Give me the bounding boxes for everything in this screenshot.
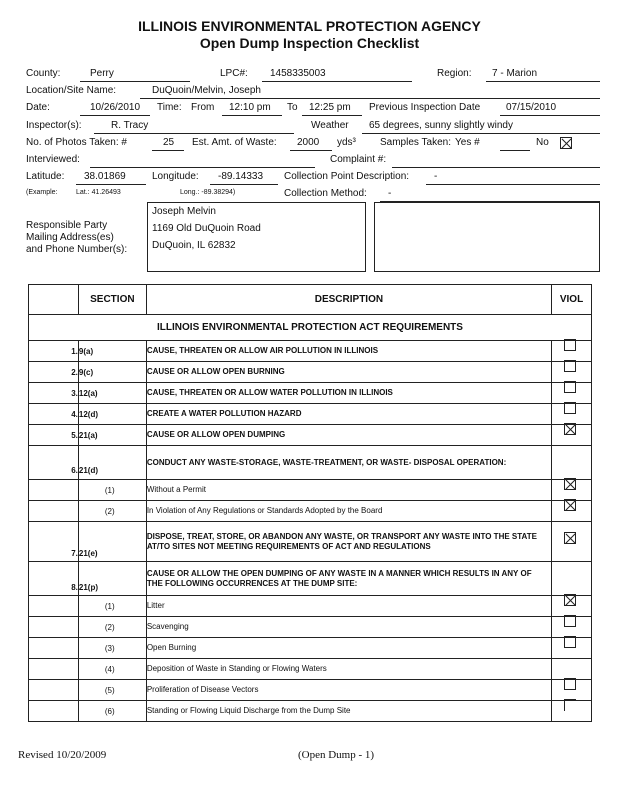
table-row bbox=[29, 659, 592, 680]
rp-address-box bbox=[147, 202, 366, 272]
row-num bbox=[29, 617, 79, 638]
collection-point-label: Collection Point Description: bbox=[284, 171, 410, 182]
weather-label: Weather bbox=[311, 120, 349, 131]
row-num bbox=[29, 596, 79, 617]
viol-checkbox-checked[interactable] bbox=[564, 499, 576, 511]
rp-label-1: Responsible Party bbox=[26, 220, 108, 231]
row-num bbox=[29, 659, 79, 680]
row-num bbox=[29, 701, 79, 722]
agency-title: ILLINOIS ENVIRONMENTAL PROTECTION AGENCY bbox=[138, 18, 481, 34]
row-description: Deposition of Waste in Standing or Flowing Waters bbox=[146, 659, 551, 680]
viol-checkbox[interactable] bbox=[564, 699, 576, 711]
waste-label: Est. Amt. of Waste: bbox=[192, 137, 277, 148]
samples-yes-label: Yes # bbox=[455, 137, 480, 148]
col-viol: VIOL bbox=[552, 285, 592, 315]
site-label: Location/Site Name: bbox=[26, 85, 117, 96]
row-num: 5. bbox=[29, 425, 79, 446]
table-row bbox=[29, 480, 592, 501]
row-section: (1) bbox=[78, 480, 146, 501]
inspector-value: R. Tracy bbox=[111, 120, 149, 131]
samples-no-checkbox[interactable] bbox=[560, 137, 572, 149]
collection-point-value: - bbox=[434, 171, 438, 182]
lpc-label: LPC#: bbox=[220, 68, 248, 79]
row-description: Standing or Flowing Liquid Discharge from the Dump Site bbox=[146, 701, 551, 722]
rp-label-3: and Phone Number(s): bbox=[26, 244, 128, 255]
row-section: 12(d) bbox=[78, 404, 146, 425]
row-section: 21(e) bbox=[78, 522, 146, 562]
viol-checkbox-checked[interactable] bbox=[564, 478, 576, 490]
site-value: DuQuoin/Melvin, Joseph bbox=[152, 85, 261, 96]
latitude-label: Latitude: bbox=[26, 171, 65, 182]
waste-value: 2000 bbox=[297, 137, 320, 148]
waste-unit: yds³ bbox=[337, 137, 356, 148]
row-num: 2. bbox=[29, 362, 79, 383]
row-section: 21(d) bbox=[78, 446, 146, 480]
row-description: In Violation of Any Regulations or Standards Adopted by the Board bbox=[146, 501, 551, 522]
time-to-value: 12:25 pm bbox=[309, 102, 351, 113]
row-section: (6) bbox=[78, 701, 146, 722]
row-num: 3. bbox=[29, 383, 79, 404]
latitude-value: 38.01869 bbox=[84, 171, 126, 182]
banner-row bbox=[29, 315, 592, 341]
photos-label: No. of Photos Taken: # bbox=[26, 137, 127, 148]
table-row bbox=[29, 362, 592, 383]
rp-street: 1169 Old DuQuoin Road bbox=[152, 223, 261, 234]
row-num: 6. bbox=[29, 446, 79, 480]
example-long: Long.: -89.38294) bbox=[180, 189, 236, 196]
collection-method-value: - bbox=[388, 188, 392, 199]
longitude-value: -89.14333 bbox=[218, 171, 264, 182]
row-section: 9(c) bbox=[78, 362, 146, 383]
row-num: 1. bbox=[29, 341, 79, 362]
row-section: (2) bbox=[78, 501, 146, 522]
rp-city: DuQuoin, IL 62832 bbox=[152, 240, 236, 251]
checklist-title: Open Dump Inspection Checklist bbox=[199, 35, 420, 51]
row-description: CAUSE, THREATEN OR ALLOW AIR POLLUTION IN ILLINOIS bbox=[146, 341, 551, 362]
row-num: 7. bbox=[29, 522, 79, 562]
date-value: 10/26/2010 bbox=[90, 102, 141, 113]
act-requirements-banner: ILLINOIS ENVIRONMENTAL PROTECTION ACT REQUIREMENTS bbox=[29, 315, 592, 341]
row-num: 4. bbox=[29, 404, 79, 425]
row-description: CAUSE OR ALLOW THE OPEN DUMPING OF ANY WASTE IN A MANNER WHICH RESULTS IN ANY OF THE FOLLOWING OCCURRENCES AT THE DUMP SITE: bbox=[146, 562, 551, 596]
table-row bbox=[29, 680, 592, 701]
viol-checkbox-checked[interactable] bbox=[564, 423, 576, 435]
viol-checkbox[interactable] bbox=[564, 360, 576, 372]
complaint-label: Complaint #: bbox=[330, 154, 387, 165]
viol-checkbox[interactable] bbox=[564, 636, 576, 648]
row-section: 21(a) bbox=[78, 425, 146, 446]
rp-second-box bbox=[374, 202, 600, 272]
row-num bbox=[29, 501, 79, 522]
collection-method-label: Collection Method: bbox=[284, 188, 367, 199]
table-row bbox=[29, 701, 592, 722]
samples-no-label: No bbox=[536, 137, 549, 148]
time-from-value: 12:10 pm bbox=[229, 102, 271, 113]
row-section: (3) bbox=[78, 638, 146, 659]
samples-label: Samples Taken: bbox=[380, 137, 451, 148]
table-row bbox=[29, 425, 592, 446]
row-description: CAUSE, THREATEN OR ALLOW WATER POLLUTION IN ILLINOIS bbox=[146, 383, 551, 404]
row-description: Scavenging bbox=[146, 617, 551, 638]
weather-value: 65 degrees, sunny slightly windy bbox=[369, 120, 513, 131]
longitude-label: Longitude: bbox=[152, 171, 199, 182]
row-section: (4) bbox=[78, 659, 146, 680]
table-row bbox=[29, 596, 592, 617]
example-lat: Lat.: 41.26493 bbox=[76, 189, 121, 196]
table-row bbox=[29, 341, 592, 362]
table-row bbox=[29, 562, 592, 596]
rp-name: Joseph Melvin bbox=[152, 206, 216, 217]
time-label: Time: bbox=[157, 102, 182, 113]
viol-checkbox-checked[interactable] bbox=[564, 532, 576, 544]
table-row bbox=[29, 638, 592, 659]
table-row bbox=[29, 446, 592, 480]
viol-checkbox[interactable] bbox=[564, 381, 576, 393]
page-number: (Open Dump - 1) bbox=[298, 749, 375, 761]
county-value: Perry bbox=[90, 68, 114, 79]
viol-checkbox[interactable] bbox=[564, 615, 576, 627]
table-row bbox=[29, 522, 592, 562]
col-section: SECTION bbox=[78, 285, 146, 315]
row-description: CAUSE OR ALLOW OPEN DUMPING bbox=[146, 425, 551, 446]
col-description: DESCRIPTION bbox=[146, 285, 551, 315]
viol-checkbox[interactable] bbox=[564, 402, 576, 414]
inspector-label: Inspector(s): bbox=[26, 120, 82, 131]
region-label: Region: bbox=[437, 68, 472, 79]
row-description: Litter bbox=[146, 596, 551, 617]
table-row bbox=[29, 383, 592, 404]
row-section: (2) bbox=[78, 617, 146, 638]
row-description: CREATE A WATER POLLUTION HAZARD bbox=[146, 404, 551, 425]
prev-inspection-value: 07/15/2010 bbox=[506, 102, 557, 113]
viol-checkbox-checked[interactable] bbox=[564, 594, 576, 606]
row-num bbox=[29, 638, 79, 659]
row-num bbox=[29, 480, 79, 501]
row-description: CONDUCT ANY WASTE-STORAGE, WASTE-TREATMENT, OR WASTE- DISPOSAL OPERATION: bbox=[146, 446, 551, 480]
prev-inspection-label: Previous Inspection Date bbox=[369, 102, 481, 113]
region-value: 7 - Marion bbox=[492, 68, 538, 79]
row-description: Without a Permit bbox=[146, 480, 551, 501]
requirements-table bbox=[28, 284, 592, 722]
row-section: 21(p) bbox=[78, 562, 146, 596]
row-section: (5) bbox=[78, 680, 146, 701]
row-description: Open Burning bbox=[146, 638, 551, 659]
viol-checkbox[interactable] bbox=[564, 339, 576, 351]
row-num: 8. bbox=[29, 562, 79, 596]
row-description: DISPOSE, TREAT, STORE, OR ABANDON ANY WASTE, OR TRANSPORT ANY WASTE INTO THE STATE AT/TO SITES NOT MEETING REQUIREMENTS OF ACT AND REGULATIONS bbox=[146, 522, 551, 562]
revised-date: Revised 10/20/2009 bbox=[18, 749, 107, 761]
rp-label-2: Mailing Address(es) bbox=[26, 232, 114, 243]
table-header-row bbox=[29, 285, 592, 315]
county-label: County: bbox=[26, 68, 61, 79]
date-label: Date: bbox=[26, 102, 50, 113]
row-section: 9(a) bbox=[78, 341, 146, 362]
row-section: (1) bbox=[78, 596, 146, 617]
row-description: CAUSE OR ALLOW OPEN BURNING bbox=[146, 362, 551, 383]
lpc-value: 1458335003 bbox=[270, 68, 326, 79]
table-row bbox=[29, 617, 592, 638]
row-num bbox=[29, 680, 79, 701]
row-section: 12(a) bbox=[78, 383, 146, 404]
photos-value: 25 bbox=[163, 137, 175, 148]
to-label: To bbox=[287, 102, 298, 113]
viol-checkbox[interactable] bbox=[564, 678, 576, 690]
example-label: (Example: bbox=[26, 189, 58, 196]
table-row bbox=[29, 404, 592, 425]
table-row bbox=[29, 501, 592, 522]
row-description: Proliferation of Disease Vectors bbox=[146, 680, 551, 701]
from-label: From bbox=[191, 102, 215, 113]
interviewed-label: Interviewed: bbox=[26, 154, 80, 165]
